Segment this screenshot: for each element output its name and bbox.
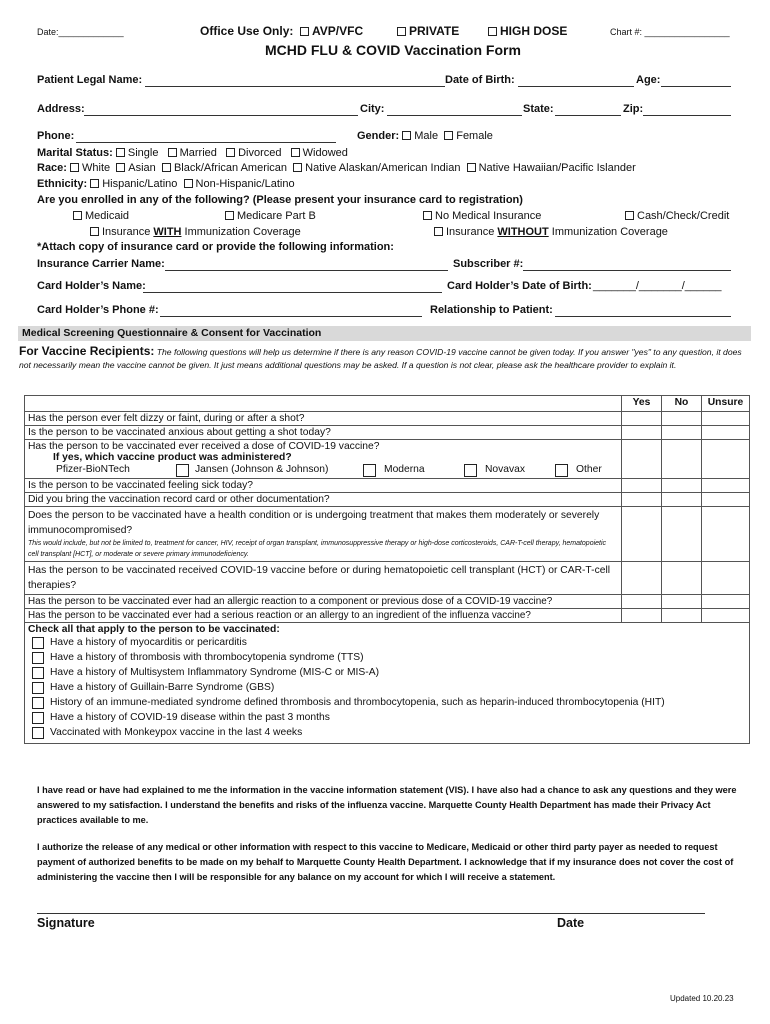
ins-with-checkbox[interactable] (90, 227, 99, 236)
check-item[interactable] (28, 680, 746, 695)
signature-line[interactable] (37, 913, 705, 914)
ins-with-option[interactable] (90, 226, 301, 238)
single-label: Single (127, 147, 159, 159)
check-item-label: History of an immune-mediated syndrome defined thrombosis and thrombocytopenia, such as heparin-induced thrombocytopenia (HIT) (50, 697, 665, 708)
holder-dob-label: Card Holder’s Date of Birth: (447, 280, 592, 292)
no-insurance-label: No Medical Insurance (435, 210, 542, 222)
question-3-sub: If yes, which vaccine product was administered? (53, 452, 292, 463)
dob-input[interactable] (518, 86, 634, 87)
answer-unsure[interactable] (702, 493, 750, 507)
table-row (25, 426, 750, 440)
checkbox-icon[interactable] (397, 27, 406, 36)
question-7-text: Has the person to be vaccinated received COVID-19 vaccine before or during hematopoietic cell transplant (HCT) or CAR-T-cell therapies? (28, 565, 611, 591)
check-item[interactable] (28, 710, 746, 725)
check-item-checkbox[interactable] (32, 712, 44, 724)
check-item-checkbox[interactable] (32, 697, 44, 709)
checkbox-icon[interactable] (488, 27, 497, 36)
medicaid-checkbox[interactable] (73, 211, 82, 220)
answer-unsure[interactable] (702, 479, 750, 493)
asian-checkbox[interactable] (116, 163, 125, 172)
ins-without-label-a: Insurance (446, 226, 498, 238)
holder-phone-input[interactable] (160, 316, 422, 317)
question-7 (25, 562, 622, 595)
age-label: Age: (636, 74, 661, 86)
check-item[interactable] (28, 635, 746, 650)
answer-no[interactable] (662, 562, 702, 595)
check-item-checkbox[interactable] (32, 727, 44, 739)
question-3 (25, 440, 622, 479)
native-hawaiian-checkbox[interactable] (467, 163, 476, 172)
check-item-checkbox[interactable] (32, 652, 44, 664)
no-insurance-checkbox[interactable] (423, 211, 432, 220)
office-use-label: Office Use Only: (200, 24, 294, 38)
private-checkbox[interactable] (397, 24, 459, 38)
ethnicity-label: Ethnicity: (37, 178, 88, 190)
other-label: Other (576, 464, 602, 475)
table-row (25, 493, 750, 507)
consent-paragraph-1: I have read or have had explained to me the information in the vaccine information statement (VIS). I have also had a chance to ask any questions and they were answered to my satisfaction. I understand the benefits and risks of the influenza vaccine. Marquette County Health Department has made their Privacy Act practices available to me. (37, 785, 737, 825)
legal-name-input[interactable] (145, 86, 445, 87)
subscriber-input[interactable] (523, 270, 731, 271)
answer-yes[interactable] (622, 479, 662, 493)
question-8: Has the person to be vaccinated ever had an allergic reaction to a component or previous dose of a COVID-19 vaccine? (25, 595, 622, 609)
black-label: Black/African American (173, 162, 288, 174)
phone-input[interactable] (76, 142, 336, 143)
question-9: Has the person to be vaccinated ever had a serious reaction or an allergy to an ingredient of the influenza vaccine? (25, 609, 622, 623)
checkbox-icon[interactable] (300, 27, 309, 36)
male-checkbox[interactable] (402, 131, 411, 140)
screening-intro (19, 345, 754, 372)
native-alaskan-label: Native Alaskan/American Indian (305, 162, 461, 174)
check-item-label: Have a history of myocarditis or pericarditis (50, 637, 247, 648)
answer-unsure[interactable] (702, 426, 750, 440)
table-row (25, 412, 750, 426)
legal-name-label: Patient Legal Name: (37, 74, 143, 86)
cash-checkbox[interactable] (625, 211, 634, 220)
pfizer-label: Pfizer-BioNTech (56, 464, 130, 475)
table-row (25, 623, 750, 744)
check-item-checkbox[interactable] (32, 637, 44, 649)
table-header-blank (25, 396, 622, 412)
native-alaskan-checkbox[interactable] (293, 163, 302, 172)
table-row (25, 609, 750, 623)
signature-label: Signature (37, 916, 95, 930)
answer-no[interactable] (662, 507, 702, 562)
answer-unsure[interactable] (702, 507, 750, 562)
avp-label: AVP/VFC (312, 24, 364, 38)
attach-note: *Attach copy of insurance card or provide the following information: (37, 241, 394, 253)
question-2: Is the person to be vaccinated anxious about getting a shot today? (25, 426, 622, 440)
cash-label: Cash/Check/Credit (637, 210, 730, 222)
age-input[interactable] (661, 86, 731, 87)
check-all-label: Check all that apply to the person to be vaccinated: (28, 624, 280, 635)
table-header-row (25, 396, 750, 412)
updated-note: Updated 10.20.23 (670, 994, 734, 1003)
single-checkbox[interactable] (116, 148, 125, 157)
no-insurance-option[interactable] (423, 210, 541, 222)
answer-yes[interactable] (622, 609, 662, 623)
answer-unsure[interactable] (702, 412, 750, 426)
ins-without-option[interactable] (434, 226, 668, 238)
jansen-label: Jansen (Johnson & Johnson) (195, 464, 329, 475)
race-row (37, 162, 636, 174)
table-row (25, 507, 750, 562)
high-dose-label: HIGH DOSE (500, 24, 568, 38)
relationship-label: Relationship to Patient: (430, 304, 553, 316)
carrier-label: Insurance Carrier Name: (37, 258, 165, 270)
asian-label: Asian (128, 162, 156, 174)
answer-no[interactable] (662, 426, 702, 440)
screening-table (24, 395, 750, 744)
check-item[interactable] (28, 665, 746, 680)
table-row (25, 595, 750, 609)
jansen-checkbox[interactable] (363, 464, 376, 477)
answer-unsure[interactable] (702, 440, 750, 479)
check-item-checkbox[interactable] (32, 667, 44, 679)
col-no: No (662, 396, 702, 412)
native-hawaiian-label: Native Hawaiian/Pacific Islander (478, 162, 636, 174)
female-label: Female (456, 130, 493, 142)
table-row (25, 440, 750, 479)
answer-no[interactable] (662, 440, 702, 479)
check-item[interactable] (28, 650, 746, 665)
ins-without-label-c: Immunization Coverage (548, 226, 668, 238)
married-label: Married (179, 147, 217, 159)
married-checkbox[interactable] (168, 148, 177, 157)
medicare-option[interactable] (225, 210, 316, 222)
answer-no[interactable] (662, 595, 702, 609)
check-item-label: Have a history of COVID-19 disease within the past 3 months (50, 712, 330, 723)
hispanic-label: Hispanic/Latino (102, 178, 178, 190)
subscriber-label: Subscriber #: (453, 258, 524, 270)
gender-label: Gender: (357, 130, 400, 142)
novavax-label: Novavax (485, 464, 526, 475)
address-input[interactable] (84, 115, 358, 116)
state-label: State: (523, 103, 554, 115)
screening-header: Medical Screening Questionnaire & Consent for Vaccination (22, 327, 322, 339)
private-label: PRIVATE (409, 24, 460, 38)
check-item-label: Have a history of thrombosis with thrombocytopenia syndrome (TTS) (50, 652, 364, 663)
holder-name-label: Card Holder’s Name: (37, 280, 146, 292)
hispanic-checkbox[interactable] (90, 179, 99, 188)
moderna-checkbox[interactable] (464, 464, 477, 477)
answer-no[interactable] (662, 412, 702, 426)
black-checkbox[interactable] (162, 163, 171, 172)
col-unsure: Unsure (702, 396, 750, 412)
date-label: Date (557, 916, 585, 930)
address-label: Address: (37, 103, 85, 115)
carrier-input[interactable] (165, 270, 448, 271)
dob-label: Date of Birth: (445, 74, 515, 86)
ins-without-label-b: WITHOUT (497, 226, 549, 238)
holder-phone-label: Card Holder’s Phone #: (37, 304, 159, 316)
consent-paragraph-2: I authorize the release of any medical or other information with respect to this vaccine to Medicare, Medicaid or other third party payer as needed to request payment of authorized benefits to be made on my behalf to Marquette County Health Department. I acknowledge that if my insurance does not cover the cost of administering the vaccine then I will be responsible for any balance on my account for which I will receive a statement. (37, 842, 734, 882)
divorced-label: Divorced (238, 147, 282, 159)
check-item[interactable] (28, 725, 746, 740)
race-label: Race: (37, 162, 67, 174)
medicaid-label: Medicaid (85, 210, 130, 222)
chart-number-field[interactable]: Chart #: _________________ (610, 27, 730, 37)
widowed-label: Widowed (302, 147, 348, 159)
city-label: City: (360, 103, 385, 115)
answer-yes[interactable] (622, 562, 662, 595)
marital-row (37, 147, 348, 159)
question-5: Did you bring the vaccination record card or other documentation? (25, 493, 622, 507)
check-item[interactable] (28, 695, 746, 710)
non-hispanic-checkbox[interactable] (184, 179, 193, 188)
table-row (25, 562, 750, 595)
zip-input[interactable] (643, 115, 731, 116)
form-title: MCHD FLU & COVID Vaccination Form (265, 42, 521, 58)
ins-with-label-b: WITH (153, 226, 182, 238)
check-item-label: Have a history of Multisystem Inflammatory Syndrome (MIS-C or MIS-A) (50, 667, 380, 678)
ins-with-label-a: Insurance (102, 226, 154, 238)
intro-text: The following questions will help us determine if there is any reason COVID-19 vaccine cannot be given today. If you answer "yes" to any question, it does not necessarily mean the vaccine cannot be given. It just means additional questions may be asked. If a question is not clear, please ask the healthcare provider to explain it. (19, 347, 742, 370)
answer-yes[interactable] (622, 493, 662, 507)
marital-label: Marital Status: (37, 147, 113, 159)
moderna-label: Moderna (384, 464, 425, 475)
avp-checkbox[interactable] (300, 24, 363, 38)
answer-unsure[interactable] (702, 562, 750, 595)
medicare-label: Medicare Part B (237, 210, 316, 222)
female-checkbox[interactable] (444, 131, 453, 140)
widowed-checkbox[interactable] (291, 148, 300, 157)
zip-label: Zip: (623, 103, 644, 115)
relationship-input[interactable] (555, 316, 731, 317)
holder-name-input[interactable] (143, 292, 442, 293)
question-1: Has the person ever felt dizzy or faint, during or after a shot? (25, 412, 622, 426)
vaccine-products (28, 464, 618, 477)
white-checkbox[interactable] (70, 163, 79, 172)
table-row (25, 479, 750, 493)
for-recipients-label: For Vaccine Recipients: (19, 344, 155, 358)
check-all-cell (25, 623, 750, 744)
gender-row (357, 130, 493, 142)
pfizer-checkbox[interactable] (176, 464, 189, 477)
ethnicity-row (37, 178, 295, 190)
answer-yes[interactable] (622, 426, 662, 440)
col-yes: Yes (622, 396, 662, 412)
answer-unsure[interactable] (702, 609, 750, 623)
city-input[interactable] (387, 115, 522, 116)
check-item-label: Have a history of Guillain-Barre Syndrome (GBS) (50, 682, 275, 693)
enrolled-question: Are you enrolled in any of the following? (Please present your insurance card to registration) (37, 194, 523, 206)
question-4: Is the person to be vaccinated feeling sick today? (25, 479, 622, 493)
medicaid-option[interactable] (73, 210, 129, 222)
male-label: Male (414, 130, 439, 142)
novavax-checkbox[interactable] (555, 464, 568, 477)
cash-option[interactable] (625, 210, 729, 222)
question-6-text: Does the person to be vaccinated have a health condition or is undergoing treatment that makes them moderately or severely immunocompromised? (28, 510, 600, 536)
check-item-checkbox[interactable] (32, 682, 44, 694)
question-6 (25, 507, 622, 562)
question-6-note: This would include, but not be limited to, treatment for cancer, HIV, receipt of organ transplant, immunosuppressive therapy or high-dose corticosteroids, CAR-T-cell therapy, hematopoietic cell transplant [HCT], or moderate or severe primary immunodeficiency. (28, 540, 607, 558)
answer-no[interactable] (662, 493, 702, 507)
medicare-checkbox[interactable] (225, 211, 234, 220)
answer-yes[interactable] (622, 412, 662, 426)
answer-yes[interactable] (622, 595, 662, 609)
high-dose-checkbox[interactable] (488, 24, 567, 38)
ins-without-checkbox[interactable] (434, 227, 443, 236)
non-hispanic-label: Non-Hispanic/Latino (195, 178, 295, 190)
state-input[interactable] (555, 115, 621, 116)
phone-label: Phone: (37, 130, 75, 142)
holder-dob-input[interactable]: _______/_______/______ (593, 280, 722, 292)
answer-yes[interactable] (622, 507, 662, 562)
answer-yes[interactable] (622, 440, 662, 479)
answer-no[interactable] (662, 609, 702, 623)
question-3-text: Has the person to be vaccinated ever received a dose of COVID-19 vaccine? (28, 441, 380, 452)
white-label: White (82, 162, 111, 174)
divorced-checkbox[interactable] (226, 148, 235, 157)
check-item-label: Vaccinated with Monkeypox vaccine in the last 4 weeks (50, 727, 303, 738)
ins-with-label-c: Immunization Coverage (181, 226, 301, 238)
answer-no[interactable] (662, 479, 702, 493)
date-field[interactable]: Date:_____________ (37, 27, 124, 37)
answer-unsure[interactable] (702, 595, 750, 609)
